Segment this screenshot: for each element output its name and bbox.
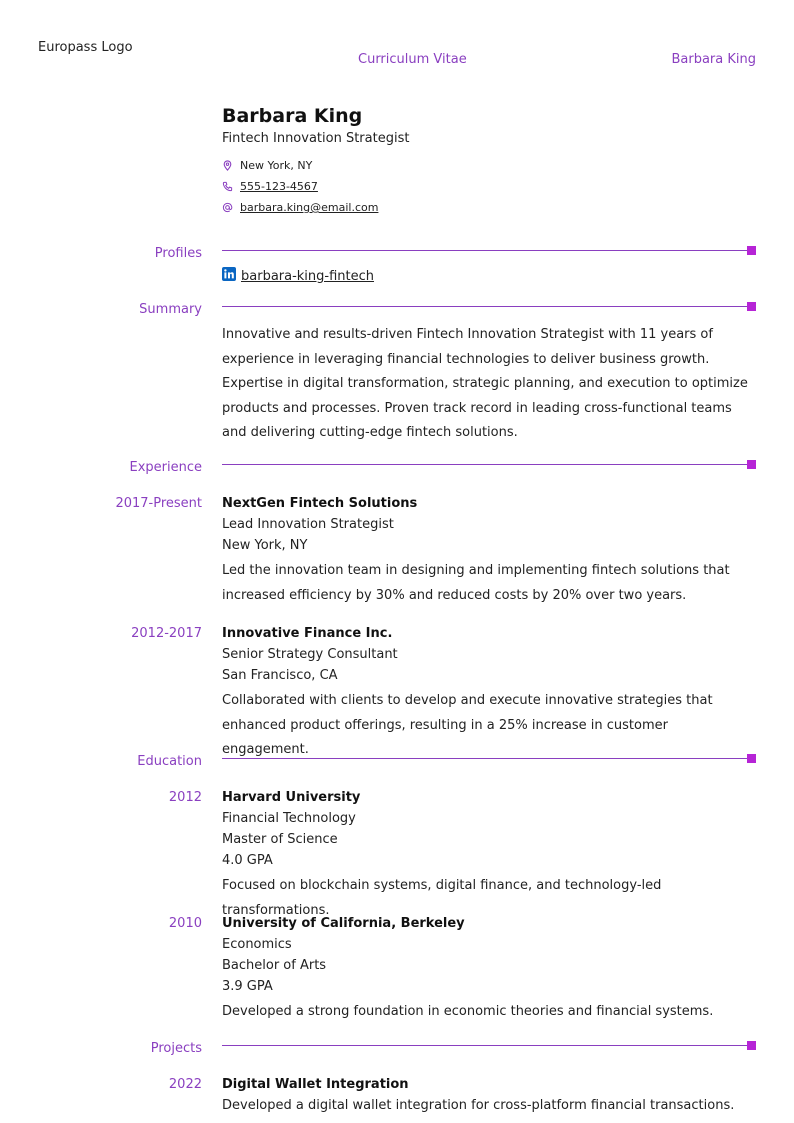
project-year: 2022	[168, 1077, 202, 1092]
section-label-education: Education	[137, 754, 202, 769]
section-divider-education	[222, 754, 756, 764]
experience-company: NextGen Fintech Solutions	[222, 496, 418, 511]
experience-dates: 2017-Present	[115, 496, 202, 511]
section-divider-experience	[222, 460, 756, 470]
contact-phone	[222, 176, 756, 197]
education-year: 2012	[168, 790, 202, 805]
section-divider-projects	[222, 1041, 756, 1051]
experience-role: Lead Innovation Strategist	[222, 517, 394, 532]
education-school: University of California, Berkeley	[222, 916, 465, 931]
experience-entry	[222, 493, 756, 608]
section-label-experience: Experience	[129, 460, 202, 475]
document-title: Curriculum Vitae	[358, 52, 467, 67]
section-label-projects: Projects	[150, 1041, 202, 1056]
section-divider-profiles	[222, 246, 756, 256]
location-text: New York, NY	[240, 159, 313, 172]
person-name: Barbara King	[222, 105, 363, 127]
experience-location: New York, NY	[222, 538, 308, 553]
email-link[interactable]: barbara.king@email.com	[240, 201, 379, 214]
profiles-list	[222, 267, 756, 285]
education-entry	[222, 787, 756, 923]
personal-info	[222, 105, 756, 218]
linkedin-icon	[222, 267, 236, 285]
header-person-name: Barbara King	[671, 52, 756, 67]
education-degree: Bachelor of Arts	[222, 958, 327, 973]
section-divider-summary	[222, 302, 756, 312]
europass-logo: Europass Logo	[38, 40, 133, 55]
education-field: Economics	[222, 937, 292, 952]
experience-company: Innovative Finance Inc.	[222, 626, 393, 641]
phone-icon	[222, 181, 240, 192]
linkedin-profile-link[interactable]: barbara-king-fintech	[241, 268, 375, 284]
summary-text: Innovative and results-driven Fintech Innovation Strategist with 11 years of experience in leveraging financial technologies to deliver business growth. Expertise in digital transformation, strategic planning, and execution to optimize products and processes. Proven track record in leading cross-functional teams and delivering cutting-edge fintech solutions.	[222, 327, 748, 440]
section-label-summary: Summary	[139, 302, 202, 317]
education-field: Financial Technology	[222, 811, 356, 826]
contact-email	[222, 197, 756, 218]
education-description: Developed a strong foundation in economic theories and financial systems.	[222, 1004, 714, 1019]
project-entry	[222, 1074, 756, 1116]
experience-description: Collaborated with clients to develop and execute innovative strategies that enhanced product offerings, resulting in a 25% increase in customer engagement.	[222, 693, 713, 757]
at-sign-icon	[222, 202, 240, 213]
education-school: Harvard University	[222, 790, 361, 805]
education-gpa: 4.0 GPA	[222, 853, 273, 868]
education-entry	[222, 913, 756, 1025]
experience-entry	[222, 623, 756, 763]
education-gpa: 3.9 GPA	[222, 979, 273, 994]
contact-location	[222, 155, 756, 176]
project-name: Digital Wallet Integration	[222, 1077, 409, 1092]
project-description: Developed a digital wallet integration for cross-platform financial transactions.	[222, 1098, 735, 1113]
experience-role: Senior Strategy Consultant	[222, 647, 398, 662]
job-title: Fintech Innovation Strategist	[222, 131, 410, 146]
contact-list	[222, 155, 756, 218]
location-pin-icon	[222, 160, 240, 171]
experience-location: San Francisco, CA	[222, 668, 338, 683]
profile-item	[222, 267, 756, 285]
education-degree: Master of Science	[222, 832, 338, 847]
phone-link[interactable]: 555-123-4567	[240, 180, 318, 193]
section-label-profiles: Profiles	[154, 246, 202, 261]
experience-dates: 2012-2017	[131, 626, 202, 641]
education-year: 2010	[168, 916, 202, 931]
education-description: Focused on blockchain systems, digital finance, and technology-led transformations.	[222, 878, 662, 918]
experience-description: Led the innovation team in designing and implementing fintech solutions that increased efficiency by 30% and reduced costs by 20% over two years.	[222, 563, 730, 603]
